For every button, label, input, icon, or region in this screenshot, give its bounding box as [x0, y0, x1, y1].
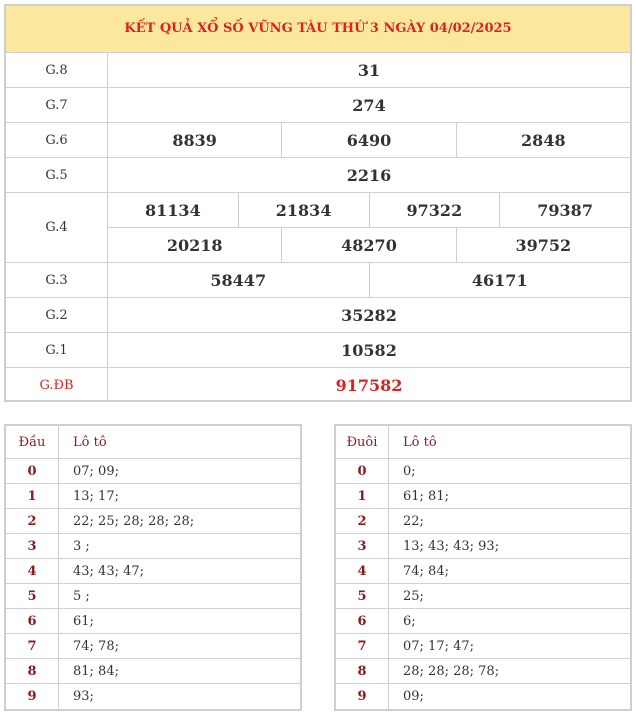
row-key: 6: [6, 609, 59, 633]
prize-number: 20218: [166, 235, 223, 255]
row-value: 74; 78;: [73, 638, 119, 654]
row-value: 07; 17; 47;: [403, 638, 475, 654]
prize-row-g3: [6, 263, 630, 298]
table-row: [6, 559, 300, 584]
table-row: [336, 559, 630, 584]
row-key: 0: [336, 459, 389, 483]
table-row: [6, 509, 300, 534]
header-dau: Đầu: [6, 426, 59, 458]
row-key: 0: [6, 459, 59, 483]
table-row: [336, 584, 630, 609]
row-value: 61; 81;: [403, 488, 449, 504]
row-value: 74; 84;: [403, 563, 449, 579]
row-value: 22; 25; 28; 28; 28;: [73, 513, 195, 529]
prize-label: G.ĐB: [6, 368, 108, 402]
prize-label: G.4: [6, 193, 108, 262]
row-key: 1: [336, 484, 389, 508]
row-value: 93;: [73, 689, 94, 704]
prize-number: 97322: [369, 193, 500, 227]
table-row: [336, 534, 630, 559]
row-value: 09;: [403, 689, 424, 704]
prize-number: 58447: [210, 270, 267, 290]
table-row: [6, 684, 300, 709]
table-row: [336, 659, 630, 684]
row-value: 3 ;: [73, 538, 90, 554]
prize-number: 21834: [238, 193, 369, 227]
row-key: 2: [6, 509, 59, 533]
dau-loto-table: [4, 424, 302, 711]
header-duoi: Đuôi: [336, 426, 389, 458]
row-value: 22;: [403, 513, 424, 529]
row-value: 5 ;: [73, 588, 90, 604]
row-value: 25;: [403, 588, 424, 604]
prize-number: 2216: [346, 165, 392, 185]
row-key: 8: [336, 659, 389, 683]
prize-label: G.8: [6, 53, 108, 87]
row-value: 81; 84;: [73, 663, 119, 679]
table-header: [6, 426, 300, 459]
row-value: 6;: [403, 613, 416, 629]
prize-row-g4: [6, 193, 630, 263]
table-row: [6, 484, 300, 509]
row-value: 0;: [403, 463, 416, 479]
prize-row-g7: [6, 88, 630, 123]
row-key: 4: [336, 559, 389, 583]
table-row: [6, 459, 300, 484]
prize-number: 6490: [281, 123, 455, 157]
prize-number: 46171: [369, 263, 631, 297]
results-title: KẾT QUẢ XỔ SỐ VŨNG TÀU THỨ 3 NGÀY 04/02/2025: [6, 6, 630, 53]
header-loto: Lô tô: [73, 434, 107, 450]
table-row: [336, 634, 630, 659]
table-row: [6, 659, 300, 684]
table-row: [6, 609, 300, 634]
row-key: 5: [6, 584, 59, 608]
table-row: [336, 459, 630, 484]
row-key: 9: [6, 684, 59, 709]
row-key: 3: [336, 534, 389, 558]
row-value: 07; 09;: [73, 463, 119, 479]
prize-row-special: [6, 368, 630, 402]
prize-number: 79387: [499, 193, 630, 227]
results-table: [4, 4, 632, 402]
table-row: [6, 634, 300, 659]
prize-number: 39752: [456, 228, 630, 262]
prize-number: 35282: [341, 305, 397, 325]
prize-label: G.6: [6, 123, 108, 157]
prize-row-g1: [6, 333, 630, 368]
table-row: [6, 534, 300, 559]
row-value: 28; 28; 28; 78;: [403, 663, 500, 679]
prize-number: 81134: [145, 200, 201, 220]
prize-number: 274: [352, 95, 386, 115]
prize-row-g5: [6, 158, 630, 193]
special-prize-number: 917582: [335, 375, 403, 395]
prize-row-g2: [6, 298, 630, 333]
row-value: 61;: [73, 613, 94, 629]
row-key: 1: [6, 484, 59, 508]
table-row: [6, 584, 300, 609]
row-key: 7: [336, 634, 389, 658]
prize-number: 2848: [456, 123, 630, 157]
prize-label: G.7: [6, 88, 108, 122]
prize-row-g8: [6, 53, 630, 88]
row-value: 43; 43; 47;: [73, 563, 145, 579]
table-row: [336, 609, 630, 634]
row-value: 13; 17;: [73, 488, 119, 504]
row-key: 8: [6, 659, 59, 683]
row-key: 4: [6, 559, 59, 583]
prize-number: 8839: [172, 130, 217, 150]
prize-label: G.5: [6, 158, 108, 192]
row-value: 13; 43; 43; 93;: [403, 538, 500, 554]
table-row: [336, 684, 630, 709]
prize-row-g6: [6, 123, 630, 158]
row-key: 7: [6, 634, 59, 658]
table-header: [336, 426, 630, 459]
row-key: 6: [336, 609, 389, 633]
header-loto: Lô tô: [403, 434, 437, 450]
prize-number: 48270: [281, 228, 455, 262]
row-key: 3: [6, 534, 59, 558]
prize-label: G.1: [6, 333, 108, 367]
row-key: 2: [336, 509, 389, 533]
table-row: [336, 509, 630, 534]
prize-label: G.3: [6, 263, 108, 297]
prize-number: 10582: [341, 340, 397, 360]
duoi-loto-table: [334, 424, 632, 711]
prize-number: 31: [357, 60, 381, 80]
prize-label: G.2: [6, 298, 108, 332]
table-row: [336, 484, 630, 509]
row-key: 9: [336, 684, 389, 709]
row-key: 5: [336, 584, 389, 608]
